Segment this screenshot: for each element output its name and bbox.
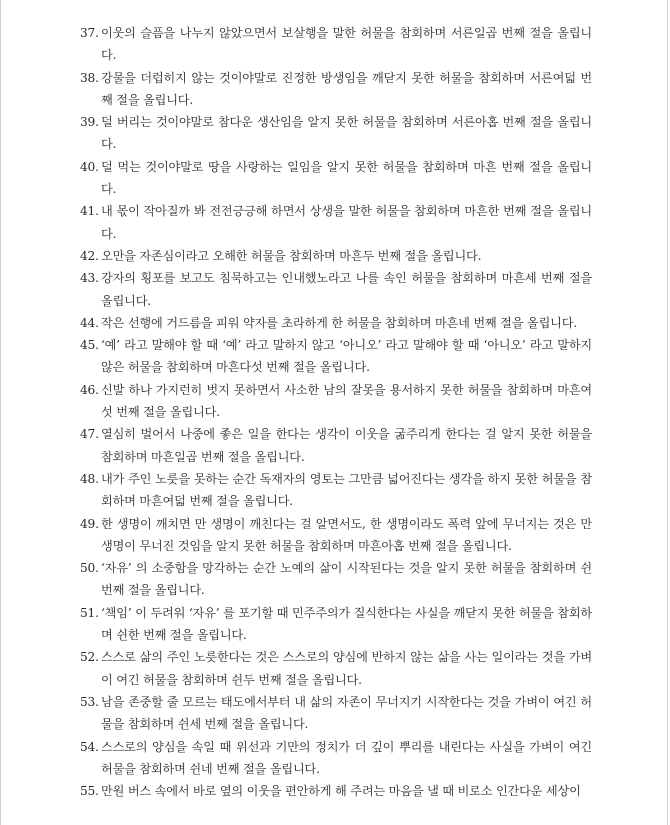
item-number: 39. (80, 115, 99, 130)
item-number: 49. (80, 516, 99, 531)
item-number: 37. (80, 26, 99, 40)
item-number: 48. (80, 471, 99, 486)
item-text: 스스로 삶의 주인 노릇한다는 것은 스스로의 양심에 반하지 않는 삶을 사는 일이라는 것을 가벼이 여긴 허물을 참회하며 쉰두 번째 절을 올립니다. (101, 650, 592, 687)
list-item (80, 334, 592, 379)
item-text: 만원 버스 속에서 바로 옆의 이웃을 편안하게 해 주려는 마음을 낼 때 비로소 인간다운 세상이 (101, 784, 581, 799)
list-item (80, 468, 592, 513)
list-item (80, 691, 592, 736)
list-item (80, 156, 592, 201)
item-text: ‘책임’ 이 두려워 ‘자유’ 를 포기할 때 민주주의가 질식한다는 사실을 깨닫지 못한 허물을 참회하며 쉰한 번째 절을 올립니다. (101, 605, 592, 643)
item-number: 42. (80, 248, 99, 263)
item-text: 남을 존중할 줄 모르는 태도에서부터 내 삶의 자존이 무너지기 시작한다는 것을 가벼이 여긴 허물을 참회하며 쉰세 번째 절을 올립니다. (101, 694, 592, 732)
item-text: 열심히 벌어서 나중에 좋은 일을 한다는 생각이 이웃을 굶주리게 한다는 걸 알지 못한 허물을 참회하며 마흔일곱 번째 절을 올립니다. (101, 427, 592, 464)
item-text: 강물을 더럽히지 않는 것이야말로 진정한 방생임을 깨닫지 못한 허물을 참회하며 서른여덟 번째 절을 올립니다. (101, 70, 592, 107)
list-item (80, 111, 592, 156)
item-number: 38. (80, 70, 99, 85)
item-number: 47. (80, 427, 99, 442)
list-item (80, 557, 592, 602)
item-number: 43. (80, 271, 99, 286)
item-number: 44. (80, 315, 99, 330)
item-number: 41. (80, 204, 99, 219)
item-text: 한 생명이 깨치면 만 생명이 깨친다는 걸 알면서도, 한 생명이라도 폭력 앞에 무너지는 것은 만생명이 무너진 것임을 알지 못한 허물을 참회하며 마흔아홉 번째 절을 올립니다. (101, 516, 592, 553)
item-text: 작은 선행에 거드름을 피워 약자를 초라하게 한 허물을 참회하며 마흔네 번째 절을 올립니다. (101, 315, 577, 330)
list-item (80, 312, 592, 334)
list-item (80, 200, 592, 245)
item-number: 53. (80, 694, 99, 709)
item-text: 스스로의 양심을 속일 때 위선과 기만의 정치가 더 깊이 뿌리를 내린다는 사실을 가벼이 여긴 허물을 참회하며 쉰네 번째 절을 올립니다. (101, 739, 592, 776)
item-text: ‘자유’ 의 소중함을 망각하는 순간 노예의 삶이 시작된다는 것을 알지 못한 허물을 참회하며 쉰 번째 절을 올립니다. (101, 561, 592, 598)
item-text: 신발 하나 가지런히 벗지 못하면서 사소한 남의 잘못을 용서하지 못한 허물을 참회하며 마흔여섯 번째 절을 올립니다. (101, 382, 592, 420)
list-item (80, 267, 592, 312)
list-item (80, 513, 592, 558)
item-text: 덜 먹는 것이야말로 땅을 사랑하는 일임을 알지 못한 허물을 참회하며 마흔 번째 절을 올립니다. (101, 159, 592, 197)
list-item (80, 22, 592, 67)
item-text: 오만을 자존심이라고 오해한 허물을 참회하며 마흔두 번째 절을 올립니다. (101, 248, 482, 263)
item-number: 40. (80, 159, 99, 174)
list-item (80, 423, 592, 468)
item-number: 55. (80, 784, 99, 799)
list-item (80, 67, 592, 112)
item-number: 51. (80, 605, 99, 620)
list-item (80, 780, 592, 802)
item-number: 52. (80, 650, 99, 665)
item-number: 50. (80, 561, 99, 576)
item-text: 내 몫이 작아질까 봐 전전긍긍해 하면서 상생을 말한 허물을 참회하며 마흔한 번째 절을 올립니다. (101, 204, 592, 241)
list-item (80, 245, 592, 267)
item-number: 46. (80, 382, 99, 397)
item-text: 내가 주인 노릇을 못하는 순간 독재자의 영토는 그만큼 넓어진다는 생각을 하지 못한 허물을 참회하며 마흔여덟 번째 절을 올립니다. (101, 471, 592, 509)
item-text: ‘예’ 라고 말해야 할 때 ‘예’ 라고 말하지 않고 ‘아니오’ 라고 말해야 할 때 ‘아니오’ 라고 말하지 않은 허물을 참회하며 마흔다섯 번째 절을 올립니다. (101, 338, 592, 375)
item-number: 54. (80, 739, 99, 754)
item-text: 강자의 횡포를 보고도 침묵하고는 인내했노라고 나를 속인 허물을 참회하며 마흔세 번째 절을 올립니다. (101, 271, 592, 308)
item-number: 45. (80, 338, 99, 353)
list-item (80, 736, 592, 781)
repentance-list (80, 22, 592, 802)
item-text: 이웃의 슬픔을 나누지 않았으면서 보살행을 말한 허물을 참회하며 서른일곱 번째 절을 올립니다. (101, 26, 592, 63)
list-item (80, 602, 592, 647)
list-item (80, 379, 592, 424)
item-text: 덜 버리는 것이야말로 참다운 생산임을 알지 못한 허물을 참회하며 서른아홉 번째 절을 올립니다. (101, 115, 592, 152)
list-item (80, 646, 592, 691)
